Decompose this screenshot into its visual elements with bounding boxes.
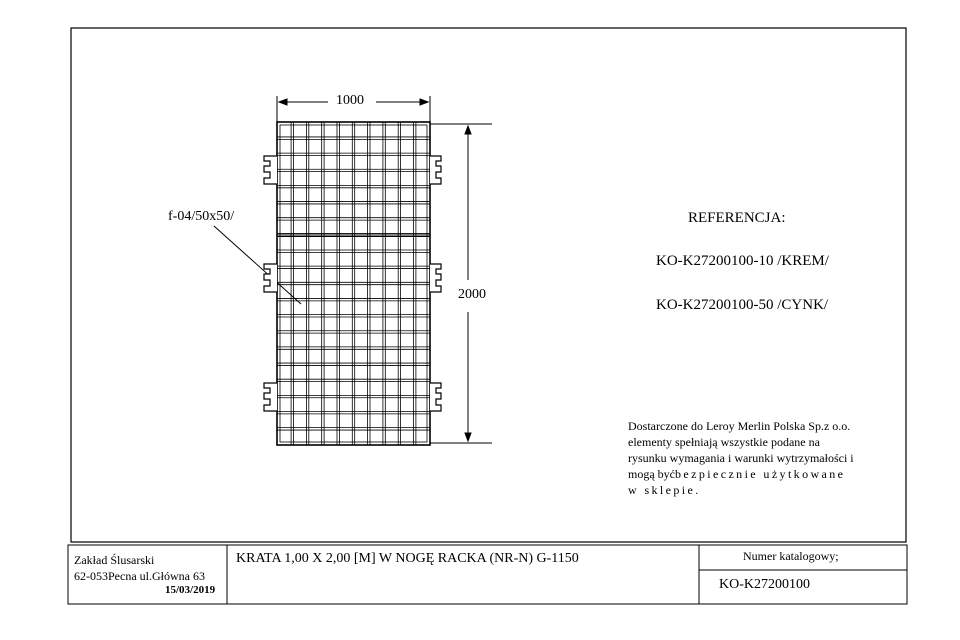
mesh-label-leader xyxy=(214,226,301,304)
hook-left-middle xyxy=(264,264,277,292)
note-line-3: rysunku wymagania i warunki wytrzymałości i xyxy=(628,451,854,465)
note-line-4-start: mogą być xyxy=(628,467,675,481)
note-line-4 xyxy=(628,466,908,482)
drawing-date: 15/03/2019 xyxy=(165,584,216,596)
dim-height-arrow-top xyxy=(465,126,471,134)
grid-inner-frame xyxy=(280,125,427,442)
compliance-note xyxy=(628,418,908,498)
width-dimension-label: 1000 xyxy=(336,93,364,108)
hook-right-middle xyxy=(430,264,441,292)
dim-width-arrow-left xyxy=(279,99,287,105)
hook-left-bottom xyxy=(264,383,277,411)
company-name: Zakład Ślusarski xyxy=(74,553,155,567)
height-dimension-label: 2000 xyxy=(458,287,486,302)
note-line-5: w sklepie. xyxy=(628,483,701,497)
grid-panel-outline xyxy=(277,122,430,445)
note-line-2: elementy spełniają wszystkie podane na xyxy=(628,435,820,449)
note-line-1: Dostarczone do Leroy Merlin Polska Sp.z o.o. xyxy=(628,419,851,433)
catalog-number-label: Numer katalogowy; xyxy=(743,549,839,563)
dim-height-arrow-bottom xyxy=(465,433,471,441)
note-line-4-spaced: bezpiecznie użytkowane xyxy=(675,467,846,481)
hook-left-top xyxy=(264,156,277,184)
product-title: KRATA 1,00 X 2,00 [M] W NOGĘ RACKA (NR-N) G-1150 xyxy=(236,551,579,566)
dim-width-arrow-right xyxy=(420,99,428,105)
reference-item-cynk: KO-K27200100-50 /CYNK/ xyxy=(656,297,829,313)
mesh-spec-label: f-04/50x50/ xyxy=(168,209,235,224)
grid-mesh xyxy=(277,122,430,445)
reference-item-krem: KO-K27200100-10 /KREM/ xyxy=(656,253,829,269)
hook-right-top xyxy=(430,156,441,184)
hook-right-bottom xyxy=(430,383,441,411)
company-address: 62-053Pecna ul.Główna 63 xyxy=(74,569,205,583)
catalog-number-value: KO-K27200100 xyxy=(719,577,810,592)
reference-title: REFERENCJA: xyxy=(688,210,786,226)
